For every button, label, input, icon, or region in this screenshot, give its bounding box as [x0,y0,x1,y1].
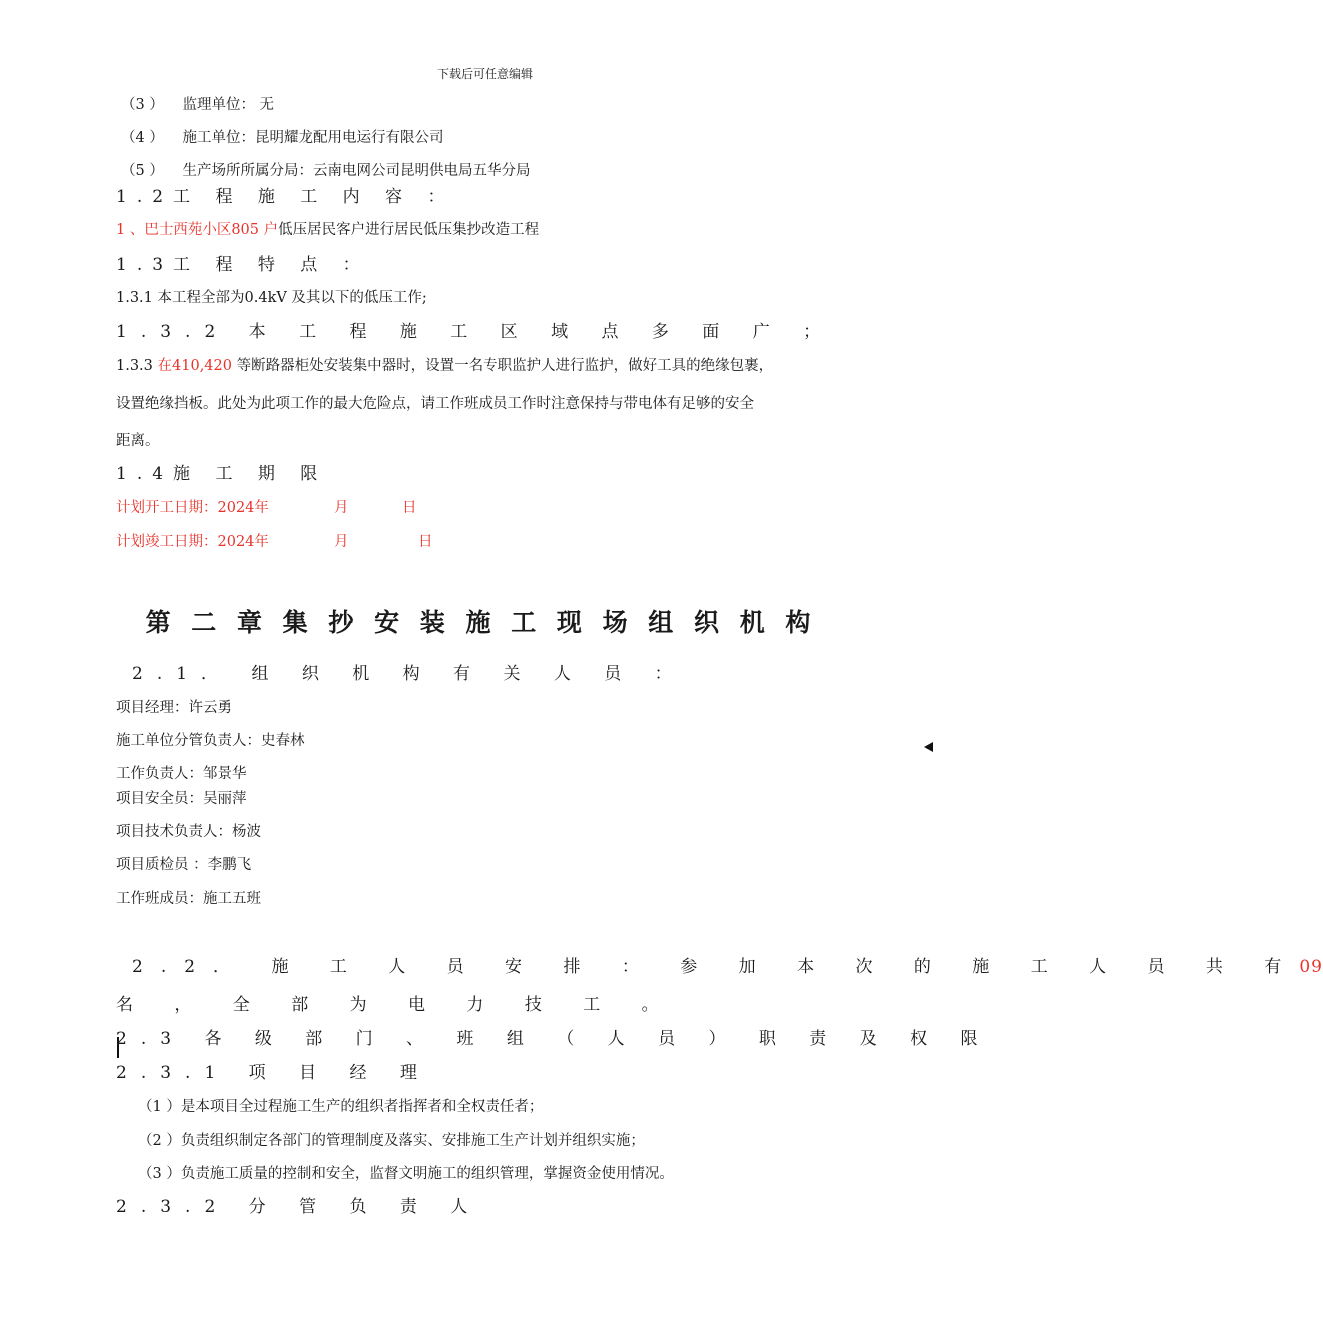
duty-item: （3 ）负责施工质量的控制和安全，监督文明施工的组织管理，掌握资金使用情况。 [138,1166,674,1182]
heading-2-3: 2.3 各 级 部 门 、 班 组 （ 人 员 ） 职 责 及 权 限 [116,1029,992,1049]
person-quality-inspector: 项目质检员 ：李鹏飞 [116,857,252,873]
cabinet-numbers: 在410,420 [157,358,237,374]
person-branch-leader: 施工单位分管负责人：史春林 [116,733,305,749]
list-item-text: 监理单位： 无 [182,97,275,113]
heading-2-1: 2.1． 组 织 机 构 有 关 人 员 ： [132,664,686,684]
staff-count: 09 [1299,957,1323,977]
paragraph-1-3-3-line-2: 设置绝缘挡板。此处为此项工作的最大危险点，请工作班成员工作时注意保持与带电体有足够的安全 [116,396,754,412]
paragraph-text: 等断路器柜处安装集中器时，设置一名专职监护人进行监护，做好工具的绝缘包裹， [236,358,774,374]
project-content-item [116,223,539,238]
planned-end-date [116,534,433,550]
list-item-text: 生产场所所属分局：云南电网公司昆明供电局五华分局 [182,163,531,179]
list-item-number: （5 ） [121,163,164,179]
list-item-number: （3 ） [121,97,164,113]
project-content-text: 低压居民客户进行居民低压集抄改造工程 [278,222,540,238]
list-item [121,164,530,179]
triangle-marker-icon [924,742,933,752]
heading-2-2-text: 2.2． 施 工 人 员 安 排 ： 参 加 本 次 的 施 工 人 员 共 有 [132,957,1300,977]
start-date-label: 计划开工日期：2024年 [116,500,269,516]
start-day: 日 [402,500,417,516]
page-header-note: 下载后可任意编辑 [436,67,533,81]
end-date-label: 计划竣工日期：2024年 [116,534,269,550]
heading-2-2 [132,959,1323,976]
person-work-leader: 工作负责人：邹景华 [116,766,247,782]
end-month: 月 [334,534,349,550]
list-item [121,98,274,113]
heading-1-3: 1.3工 程 特 点 ： [116,255,370,275]
person-work-team: 工作班成员：施工五班 [116,891,261,907]
person-tech-leader: 项目技术负责人：杨波 [116,824,261,840]
planned-start-date [116,500,417,516]
project-content-highlight: 1 、巴士西苑小区805 户 [116,222,279,238]
heading-2-2-line-2: 名 ， 全 部 为 电 力 技 工 。 [116,995,677,1015]
paragraph-1-3-1: 1.3.1 本工程全部为0.4kV 及其以下的低压工作; [116,290,427,306]
duty-item: （2 ）负责组织制定各部门的管理制度及落实、安排施工生产计划并组织实施； [138,1133,645,1149]
start-month: 月 [334,500,349,516]
chapter-2-title: 第 二 章 集 抄 安 装 施 工 现 场 组 织 机 构 [145,608,817,637]
paragraph-1-3-3 [116,359,773,374]
paragraph-number: 1.3.3 [116,358,158,374]
heading-1-4: 1.4施 工 期 限 [116,464,328,484]
heading-1-2: 1.2工 程 施 工 内 容 ： [116,187,455,207]
list-item-number: （4 ） [121,130,164,146]
duty-item: （1 ）是本项目全过程施工生产的组织者指挥者和全权责任者； [138,1099,544,1115]
paragraph-1-3-2: 1.3.2 本 工 程 施 工 区 域 点 多 面 广 ； [116,322,835,342]
end-day: 日 [418,534,433,550]
person-project-manager: 项目经理：许云勇 [116,700,232,716]
list-item [121,131,443,146]
heading-2-3-2: 2.3.2 分 管 负 责 人 [116,1197,482,1217]
list-item-text: 施工单位：昆明耀龙配用电运行有限公司 [182,130,444,146]
paragraph-1-3-3-line-3: 距离。 [116,433,160,449]
person-safety-officer: 项目安全员：吴丽萍 [116,791,247,807]
heading-2-3-1: 2.3.1 项 目 经 理 [116,1063,431,1083]
